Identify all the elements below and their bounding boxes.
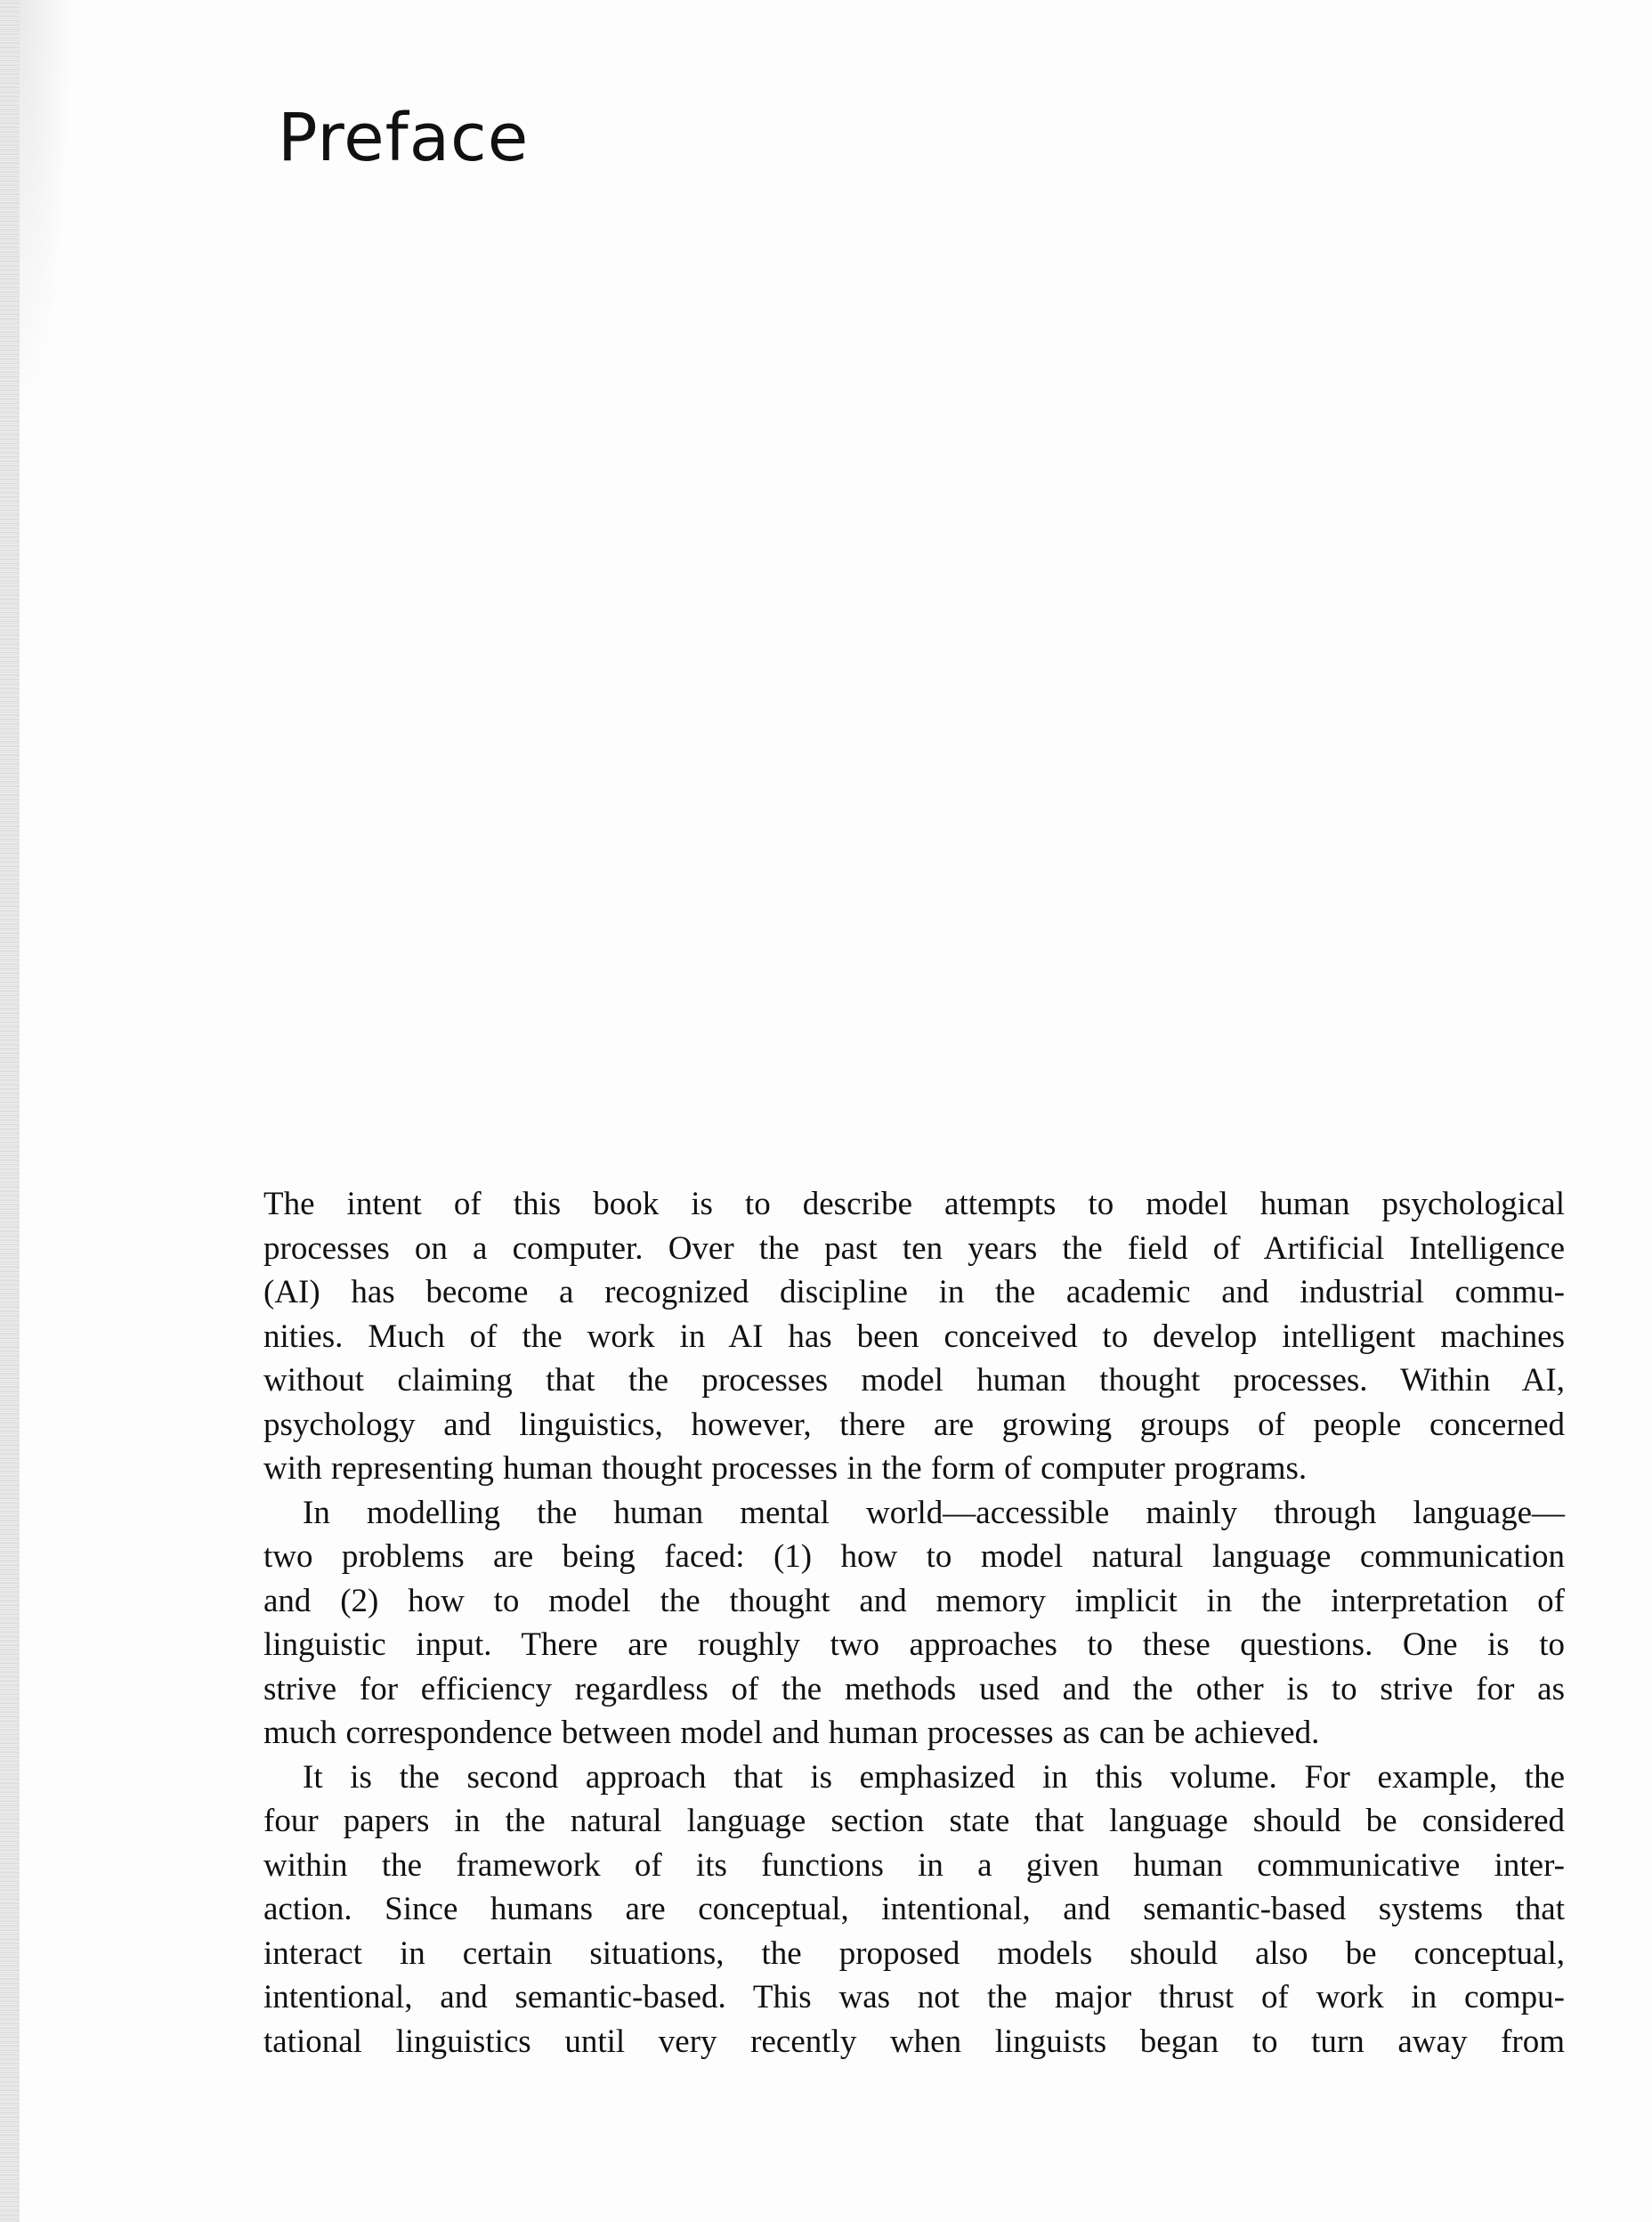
paragraph-1 [263,1182,1565,1491]
text-line: It is the second approach that is emphasized in this volume. For example, the [303,1758,1565,1796]
text-line: four papers in the natural language section state that language should be considered [263,1803,1565,1839]
text-line: The intent of this book is to describe attempts to model human psychological [263,1186,1565,1222]
text-line: nities. Much of the work in AI has been conceived to develop intelligent machines [263,1318,1565,1355]
text-line: interact in certain situations, the proposed models should also be conceptual, [263,1934,1565,1972]
page-title: Preface [278,100,530,176]
text-line: action. Since humans are conceptual, intentional, and semantic-based systems that [263,1891,1565,1927]
page-binding-edge [0,0,20,2222]
text-line: processes on a computer. Over the past ten years the field of Artificial Intelligence [263,1229,1565,1267]
text-line: tational linguistics until very recently when linguists began to turn away from [263,2023,1565,2060]
page-shadow [20,0,73,427]
text-line: linguistic input. There are roughly two approaches to these questions. One is to [263,1626,1565,1663]
text-line: much correspondence between model and human processes as can be achieved. [263,1715,1320,1751]
text-line: In modelling the human mental world—accessible mainly through language— [303,1494,1565,1531]
paragraph-2 [263,1491,1565,1756]
text-line: without claiming that the processes model human thought processes. Within AI, [263,1362,1565,1399]
text-line: two problems are being faced: (1) how to model natural language communication [263,1538,1565,1575]
text-line: (AI) has become a recognized discipline in the academic and industrial commu- [263,1274,1565,1310]
text-line: and (2) how to model the thought and memory implicit in the interpretation of [263,1582,1565,1619]
text-line: intentional, and semantic-based. This was not the major thrust of work in compu- [263,1979,1565,2015]
text-line: with representing human thought processes in the form of computer programs. [263,1450,1308,1487]
text-line: strive for efficiency regardless of the methods used and the other is to strive for as [263,1670,1565,1707]
paragraph-3 [263,1756,1565,2064]
body-text [263,1182,1565,2064]
text-line: within the framework of its functions in a given human communicative inter- [263,1846,1565,1884]
text-line: psychology and linguistics, however, there are growing groups of people concerned [263,1406,1565,1443]
